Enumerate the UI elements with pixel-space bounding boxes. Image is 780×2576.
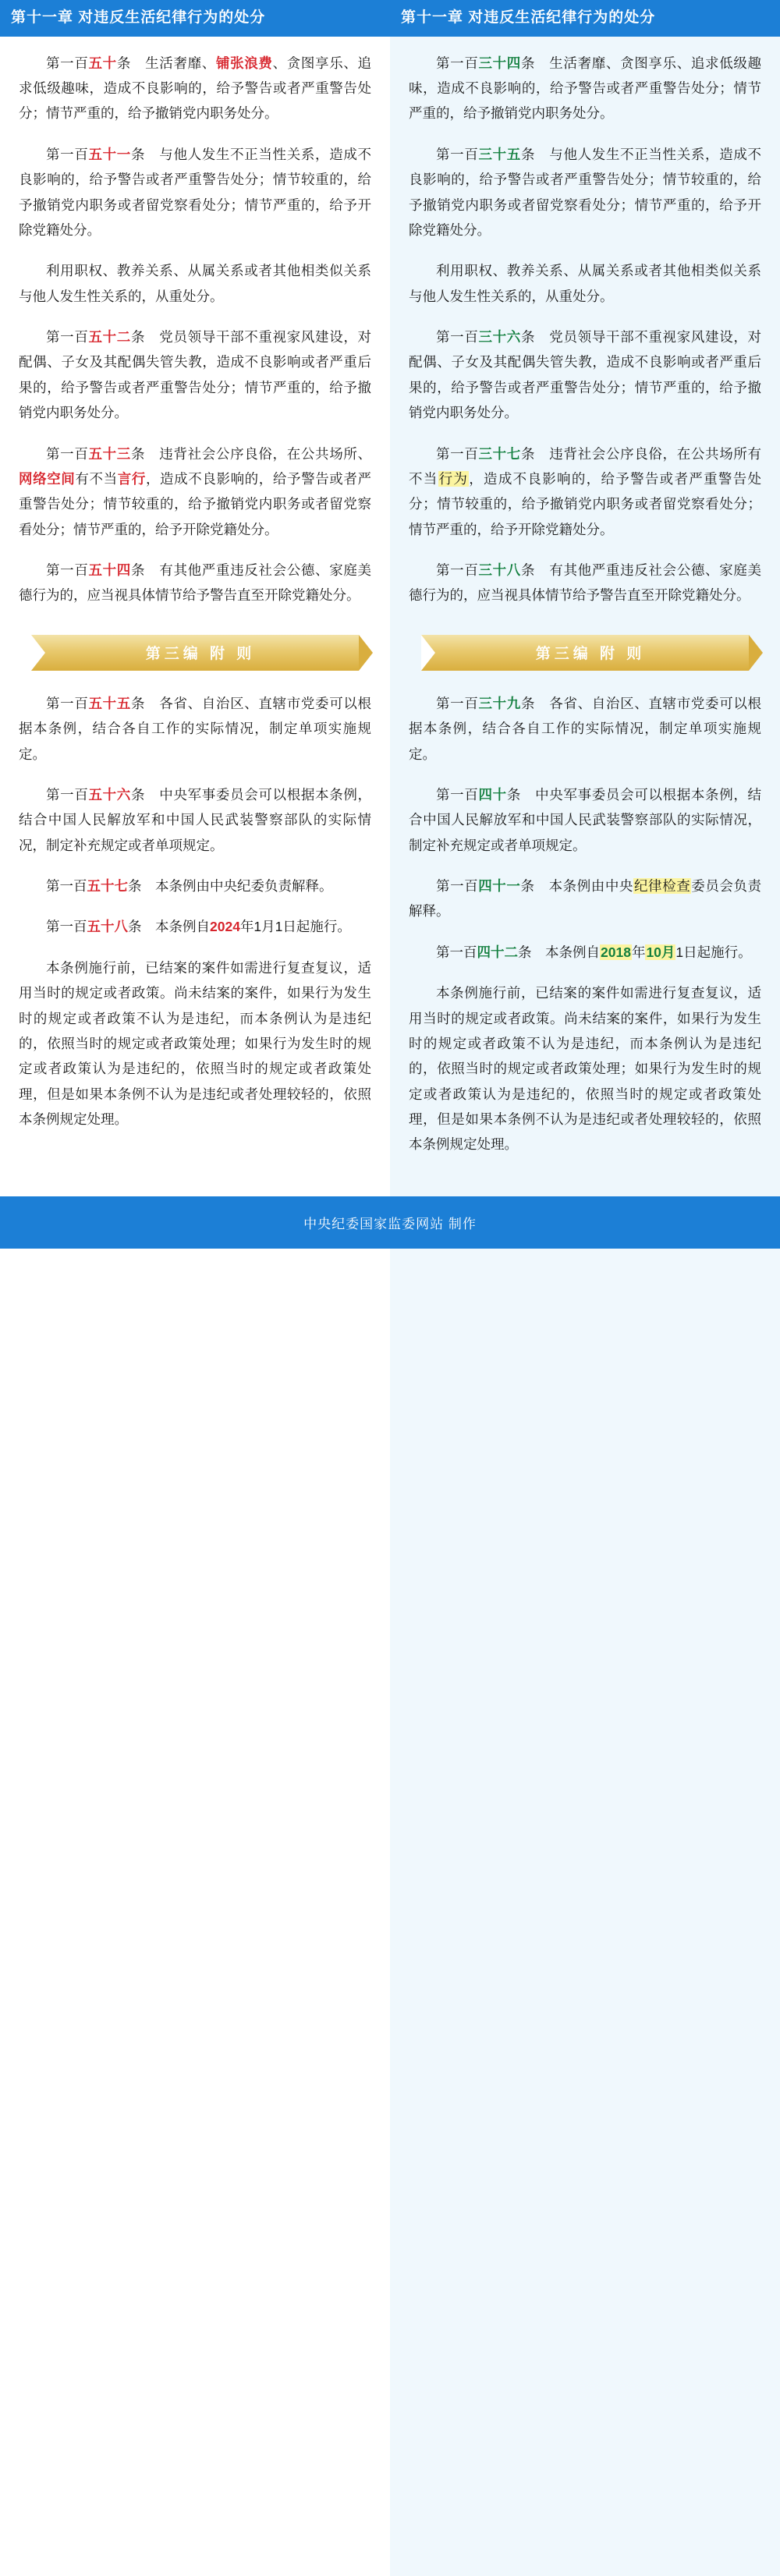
right-banner (390, 635, 780, 671)
article-paragraph: 本条例施行前，已结案的案件如需进行复查复议，适用当时的规定或者政策。尚未结案的案件，如果行为发生时的规定或者政策不认为是违纪，而本条例认为是违纪的，依照当时的规定或者政策处理；如果行为发生时的规定或者政策认为是违纪的，依照当时的规定或者政策处理，但是如果本条例不认为是违纪或者处理较轻的，依照本条例规定处理。 (19, 959, 371, 1128)
article-paragraph: 第一百四十条 中央军事委员会可以根据本条例，结合中国人民解放军和中国人民武装警察部队的实际情况，制定补充规定或者单项规定。 (409, 786, 762, 853)
left-banner-label: 第三编 附 则 (145, 646, 256, 663)
highlighted-text: 五十七 (87, 878, 128, 895)
left-articles (19, 51, 371, 608)
highlighted-text: 五十八 (87, 919, 128, 935)
article-paragraph: 第一百三十九条 各省、自治区、直辖市党委可以根据本条例，结合各自工作的实际情况，制定单项实施规定。 (409, 695, 762, 762)
left-banner-ribbon (31, 635, 359, 671)
article-paragraph: 第一百三十六条 党员领导干部不重视家风建设，对配偶、子女及其配偶失管失教，造成不良影响或者严重后果的，给予警告或者严重警告处分；情节严重的，给予撤销党内职务处分。 (409, 329, 762, 421)
article-paragraph: 第一百三十四条 生活奢靡、贪图享乐、追求低级趣味，造成不良影响的，给予警告或者严重警告处分；情节严重的，给予撤销党内职务处分。 (409, 55, 762, 122)
highlighted-text: 三十五 (478, 146, 521, 162)
highlighted-text: 五十五 (88, 695, 131, 711)
article-paragraph: 利用职权、教养关系、从属关系或者其他相类似关系与他人发生性关系的，从重处分。 (409, 263, 761, 304)
highlighted-text: 10月 (646, 944, 675, 960)
article-paragraph: 第一百五十条 生活奢靡、铺张浪费、贪图享乐、追求低级趣味，造成不良影响的，给予警告或者严重警告处分；情节严重的，给予撤销党内职务处分。 (19, 55, 372, 122)
highlighted-text: 三十九 (478, 695, 521, 711)
highlighted-text: 2024 (210, 919, 240, 935)
highlighted-text: 三十八 (478, 562, 521, 579)
footer-credit: 中央纪委国家监委网站 制作 (0, 1196, 780, 1249)
right-articles (409, 51, 761, 608)
highlighted-text: 五十一 (88, 146, 131, 162)
highlighted-text: 五十三 (88, 445, 131, 462)
highlighted-text: 五十 (88, 55, 117, 71)
article-paragraph: 本条例施行前，已结案的案件如需进行复查复议，适用当时的规定或者政策。尚未结案的案件，如果行为发生时的规定或者政策不认为是违纪，而本条例认为是违纪的，依照当时的规定或者政策处理；如果行为发生时的规定或者政策认为是违纪的，依照当时的规定或者政策处理，但是如果本条例不认为是违纪或者处理较轻的，依照本条例规定处理。 (409, 985, 761, 1153)
highlighted-text: 网络空间 (19, 470, 76, 487)
highlighted-text: 五十二 (88, 329, 131, 345)
highlighted-text: 纪律检查 (633, 878, 691, 895)
left-banner (0, 635, 390, 671)
highlighted-text: 四十 (478, 786, 507, 803)
article-paragraph: 第一百三十五条 与他人发生不正当性关系，造成不良影响的，给予警告或者严重警告处分；情节较重的，给予撤销党内职务或者留党察看处分；情节严重的，给予开除党籍处分。 (409, 146, 762, 238)
highlighted-text: 四十一 (478, 878, 521, 895)
highlighted-text: 言行 (117, 470, 146, 487)
article-paragraph: 第一百四十一条 本条例由中央纪律检查委员会负责解释。 (409, 878, 762, 919)
highlighted-text: 行为 (438, 470, 469, 487)
highlighted-text: 五十四 (88, 562, 131, 579)
article-paragraph: 第一百五十二条 党员领导干部不重视家风建设，对配偶、子女及其配偶失管失教，造成不良影响或者严重后果的，给予警告或者严重警告处分；情节严重的，给予撤销党内职务处分。 (19, 329, 372, 421)
article-paragraph: 第一百三十八条 有其他严重违反社会公德、家庭美德行为的，应当视具体情节给予警告直至开除党籍处分。 (409, 562, 762, 604)
article-paragraph: 第一百五十四条 有其他严重违反社会公德、家庭美德行为的，应当视具体情节给予警告直至开除党籍处分。 (19, 562, 372, 604)
highlighted-text: 三十四 (478, 55, 521, 71)
article-paragraph: 第一百五十八条 本条例自2024年1月1日起施行。 (46, 919, 351, 935)
highlighted-text: 三十六 (478, 329, 521, 345)
article-paragraph: 第一百五十一条 与他人发生不正当性关系，造成不良影响的，给予警告或者严重警告处分；情节较重的，给予撤销党内职务或者留党察看处分；情节严重的，给予开除党籍处分。 (19, 146, 372, 238)
article-paragraph: 利用职权、教养关系、从属关系或者其他相类似关系与他人发生性关系的，从重处分。 (19, 263, 371, 304)
two-column-layout (0, 0, 780, 1196)
article-paragraph: 第一百五十七条 本条例由中央纪委负责解释。 (46, 878, 333, 895)
left-column (0, 0, 390, 1196)
right-appendix (409, 691, 761, 1157)
article-paragraph: 第一百四十二条 本条例自2018年10月1日起施行。 (436, 944, 752, 960)
highlighted-text: 三十七 (478, 445, 521, 462)
article-paragraph: 第一百三十七条 违背社会公序良俗，在公共场所有不当行为，造成不良影响的，给予警告或者严重警告处分；情节较重的，给予撤销党内职务或者留党察看处分；情节严重的，给予开除党籍处分。 (409, 445, 762, 537)
highlighted-text: 五十六 (88, 786, 131, 803)
article-paragraph: 第一百五十五条 各省、自治区、直辖市党委可以根据本条例，结合各自工作的实际情况，制定单项实施规定。 (19, 695, 372, 762)
article-paragraph: 第一百五十三条 违背社会公序良俗，在公共场所、网络空间有不当言行，造成不良影响的，给予警告或者严重警告处分；情节较重的，给予撤销党内职务或者留党察看处分；情节严重的，给予开除党籍处分。 (19, 445, 372, 537)
highlighted-text: 四十二 (477, 944, 518, 960)
left-appendix (19, 691, 371, 1132)
right-column (390, 0, 780, 1196)
highlighted-text: 铺张浪费 (215, 55, 273, 71)
right-chapter-title: 第十一章 对违反生活纪律行为的处分 (390, 0, 780, 37)
left-chapter-title: 第十一章 对违反生活纪律行为的处分 (0, 0, 390, 37)
right-banner-ribbon (421, 635, 749, 671)
article-paragraph: 第一百五十六条 中央军事委员会可以根据本条例，结合中国人民解放军和中国人民武装警察部队的实际情况，制定补充规定或者单项规定。 (19, 786, 372, 853)
highlighted-text: 2018 (601, 944, 631, 960)
right-banner-label: 第三编 附 则 (535, 646, 646, 663)
